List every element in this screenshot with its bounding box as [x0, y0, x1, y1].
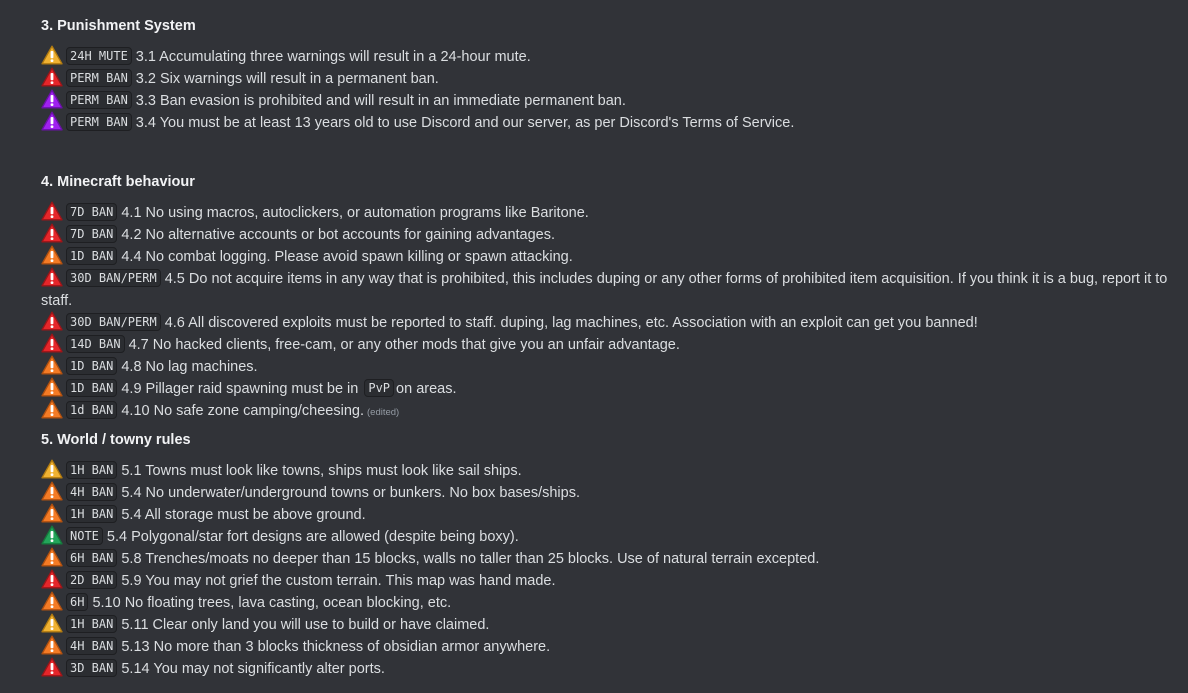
rule-text: 5.4 No underwater/underground towns or bunkers. No box bases/ships. — [121, 485, 580, 501]
purple-warning-icon — [41, 89, 63, 109]
rule-text: 5.14 You may not significantly alter ports. — [121, 661, 385, 677]
punishment-tag: 30D BAN/PERM — [66, 313, 161, 331]
pvp-inline-code: PvP — [364, 379, 394, 397]
rule-5-1 — [41, 459, 1182, 482]
punishment-tag: 1D BAN — [66, 247, 117, 265]
rule-text: 5.1 Towns must look like towns, ships must look like sail ships. — [121, 463, 522, 479]
rule-5-8 — [41, 547, 1182, 570]
edited-marker: (edited) — [367, 407, 400, 418]
punishment-tag: 4H BAN — [66, 483, 117, 501]
punishment-tag: 3D BAN — [66, 659, 117, 677]
rule-text: 3.1 Accumulating three warnings will result in a 24-hour mute. — [135, 49, 531, 65]
rule-3-2 — [41, 67, 1182, 90]
punishment-tag: 1H BAN — [66, 615, 117, 633]
rule-5-4b — [41, 503, 1182, 526]
red-warning-icon — [41, 333, 63, 353]
rule-4-8 — [41, 355, 1182, 378]
orange-warning-icon — [41, 377, 63, 397]
rule-3-3 — [41, 89, 1182, 112]
rule-text: 5.4 All storage must be above ground. — [121, 507, 366, 523]
punishment-tag: 4H BAN — [66, 637, 117, 655]
rule-text: 4.5 Do not acquire items in any way that is prohibited, this includes duping or any other forms of prohibited item acquisition. If you think it is a bug, report it to staff. — [41, 271, 1168, 309]
punishment-tag: 24H MUTE — [66, 47, 132, 65]
yellow-warning-icon — [41, 459, 63, 479]
orange-warning-icon — [41, 481, 63, 501]
punishment-tag: 1D BAN — [66, 357, 117, 375]
punishment-tag: 7D BAN — [66, 225, 117, 243]
rule-text: 3.4 You must be at least 13 years old to use Discord and our server, as per Discord's Terms of Service. — [135, 115, 795, 131]
rule-5-4a — [41, 481, 1182, 504]
red-warning-icon — [41, 201, 63, 221]
rule-4-5 — [41, 267, 1182, 312]
punishment-tag: PERM BAN — [66, 69, 132, 87]
rule-text: 4.8 No lag machines. — [121, 359, 258, 375]
punishment-tag: 30D BAN/PERM — [66, 269, 161, 287]
rule-text: 4.6 All discovered exploits must be reported to staff. duping, lag machines, etc. Association with an exploit can get you banned! — [164, 315, 978, 331]
orange-warning-icon — [41, 591, 63, 611]
rule-5-9 — [41, 569, 1182, 592]
orange-warning-icon — [41, 245, 63, 265]
rule-text: 3.3 Ban evasion is prohibited and will result in an immediate permanent ban. — [135, 93, 626, 109]
rule-text: 4.4 No combat logging. Please avoid spawn killing or spawn attacking. — [121, 249, 573, 265]
rule-5-11 — [41, 613, 1182, 636]
red-warning-icon — [41, 657, 63, 677]
rule-text: 5.11 Clear only land you will use to build or have claimed. — [121, 617, 490, 633]
rule-text: 4.1 No using macros, autoclickers, or automation programs like Baritone. — [121, 205, 589, 221]
rule-5-4c — [41, 525, 1182, 548]
section-heading-world: 5. World / towny rules — [41, 432, 191, 448]
red-warning-icon — [41, 267, 63, 287]
red-warning-icon — [41, 67, 63, 87]
orange-warning-icon — [41, 355, 63, 375]
rule-3-1 — [41, 45, 1182, 68]
orange-warning-icon — [41, 547, 63, 567]
rule-text: 4.7 No hacked clients, free-cam, or any other mods that give you an unfair advantage. — [128, 337, 680, 353]
rule-text: 5.8 Trenches/moats no deeper than 15 blocks, walls no taller than 25 blocks. Use of natural terrain excepted. — [121, 551, 820, 567]
punishment-tag: 7D BAN — [66, 203, 117, 221]
yellow-warning-icon — [41, 45, 63, 65]
section-heading-minecraft: 4. Minecraft behaviour — [41, 174, 195, 190]
section-heading-punishment: 3. Punishment System — [41, 18, 196, 34]
punishment-tag: 1H BAN — [66, 505, 117, 523]
punishment-tag: PERM BAN — [66, 91, 132, 109]
rule-text: 5.13 No more than 3 blocks thickness of obsidian armor anywhere. — [121, 639, 551, 655]
rule-4-1 — [41, 201, 1182, 224]
rule-4-6 — [41, 311, 1182, 334]
rule-4-4 — [41, 245, 1182, 268]
red-warning-icon — [41, 311, 63, 331]
rule-5-14 — [41, 657, 1182, 680]
orange-warning-icon — [41, 399, 63, 419]
punishment-tag: 2D BAN — [66, 571, 117, 589]
rule-text-before: 4.9 Pillager raid spawning must be in — [121, 381, 359, 397]
punishment-tag: 14D BAN — [66, 335, 125, 353]
rule-text: 5.10 No floating trees, lava casting, ocean blocking, etc. — [92, 595, 452, 611]
rule-4-7 — [41, 333, 1182, 356]
red-warning-icon — [41, 223, 63, 243]
note-tag: NOTE — [66, 527, 103, 545]
green-warning-icon — [41, 525, 63, 545]
rule-4-9 — [41, 377, 1182, 400]
rule-text-after: on areas. — [396, 381, 457, 397]
punishment-tag: 1H BAN — [66, 461, 117, 479]
red-warning-icon — [41, 569, 63, 589]
rule-4-2 — [41, 223, 1182, 246]
punishment-tag: 1D BAN — [66, 379, 117, 397]
rule-4-10 — [41, 399, 1182, 424]
rule-text: 4.10 No safe zone camping/cheesing. — [121, 403, 364, 419]
orange-warning-icon — [41, 503, 63, 523]
punishment-tag: 6H — [66, 593, 88, 611]
rule-text: 5.9 You may not grief the custom terrain. This map was hand made. — [121, 573, 556, 589]
rule-3-4 — [41, 111, 1182, 134]
punishment-tag: PERM BAN — [66, 113, 132, 131]
punishment-tag: 6H BAN — [66, 549, 117, 567]
rule-5-13 — [41, 635, 1182, 658]
purple-warning-icon — [41, 111, 63, 131]
yellow-warning-icon — [41, 613, 63, 633]
punishment-tag: 1d BAN — [66, 401, 117, 419]
rule-text: 4.2 No alternative accounts or bot accounts for gaining advantages. — [121, 227, 556, 243]
rule-text: 5.4 Polygonal/star fort designs are allowed (despite being boxy). — [106, 529, 519, 545]
rule-text: 3.2 Six warnings will result in a permanent ban. — [135, 71, 439, 87]
rule-5-10 — [41, 591, 1182, 614]
orange-warning-icon — [41, 635, 63, 655]
